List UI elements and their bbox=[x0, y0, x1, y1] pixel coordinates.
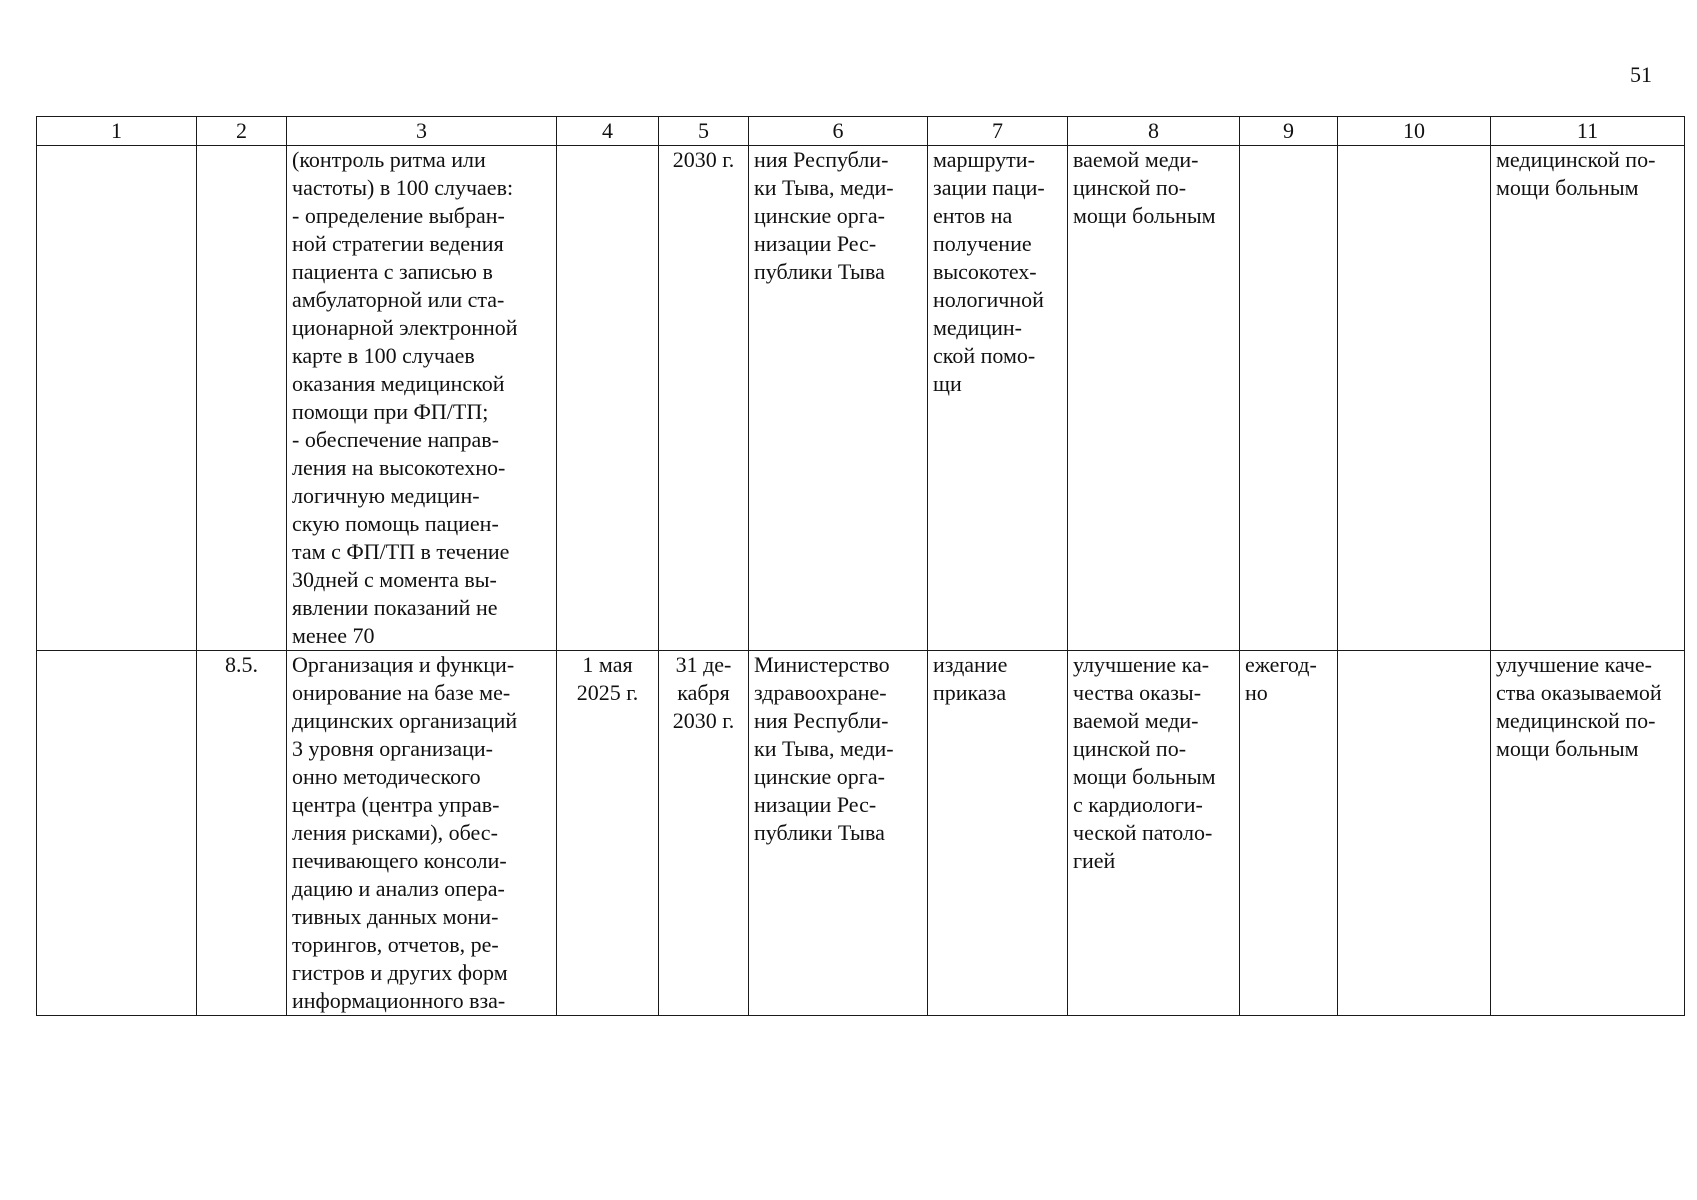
column-header: 5 bbox=[659, 117, 749, 146]
table-cell bbox=[37, 146, 197, 651]
column-header: 10 bbox=[1338, 117, 1491, 146]
table-row bbox=[37, 146, 1685, 651]
column-header: 7 bbox=[928, 117, 1068, 146]
result-cell: издание приказа bbox=[928, 651, 1068, 1016]
end-date-cell: 31 де- кабря 2030 г. bbox=[659, 651, 749, 1016]
frequency-cell: ежегод- но bbox=[1240, 651, 1338, 1016]
column-header: 8 bbox=[1068, 117, 1240, 146]
measure-description-cell: (контроль ритма или частоты) в 100 случаев: - определение выбран- ной стратегии ведения пациента с записью в амбулаторной или ста- ционарной электронной карте в 100 случаев оказания медицинской помощи при ФП/ТП; - обеспечение направ- ления на высокотехно- логичную медицин- скую помощь пациен- там с ФП/ТП в течение 30дней с момента вы- явлении показаний не менее 70 bbox=[287, 146, 557, 651]
column-header: 2 bbox=[197, 117, 287, 146]
start-date-cell: 1 мая 2025 г. bbox=[557, 651, 659, 1016]
table-cell bbox=[1338, 146, 1491, 651]
column-number-row bbox=[37, 117, 1685, 146]
column-header: 3 bbox=[287, 117, 557, 146]
page-number: 51 bbox=[1630, 62, 1652, 87]
start-date-cell bbox=[557, 146, 659, 651]
effect-cell: улучшение каче- ства оказываемой медицинской по- мощи больным bbox=[1491, 651, 1685, 1016]
column-header: 6 bbox=[749, 117, 928, 146]
column-header: 11 bbox=[1491, 117, 1685, 146]
column-header: 4 bbox=[557, 117, 659, 146]
table-row bbox=[37, 651, 1685, 1016]
column-header: 9 bbox=[1240, 117, 1338, 146]
end-date-cell: 2030 г. bbox=[659, 146, 749, 651]
indicator-cell: улучшение ка- чества оказы- ваемой меди- цинской по- мощи больным с кардиологи- ческой патоло- гией bbox=[1068, 651, 1240, 1016]
measure-description-cell: Организация и функци- онирование на базе ме- дицинских организаций 3 уровня организаци- онно методического центра (центра управ- ления рисками), обес- печивающего консоли- дацию и анализ опера- тивных данных мони- торингов, отчетов, ре- гистров и других форм информационного вза- bbox=[287, 651, 557, 1016]
column-header: 1 bbox=[37, 117, 197, 146]
action-plan-table bbox=[36, 116, 1685, 1016]
table-cell bbox=[37, 651, 197, 1016]
frequency-cell bbox=[1240, 146, 1338, 651]
effect-cell: медицинской по- мощи больным bbox=[1491, 146, 1685, 651]
table-cell bbox=[1338, 651, 1491, 1016]
item-number-cell: 8.5. bbox=[197, 651, 287, 1016]
result-cell: маршрути- зации паци- ентов на получение высокотех- нологичной медицин- ской помо- щи bbox=[928, 146, 1068, 651]
indicator-cell: ваемой меди- цинской по- мощи больным bbox=[1068, 146, 1240, 651]
responsible-cell: ния Республи- ки Тыва, меди- цинские орга- низации Рес- публики Тыва bbox=[749, 146, 928, 651]
item-number-cell bbox=[197, 146, 287, 651]
responsible-cell: Министерство здравоохране- ния Республи- ки Тыва, меди- цинские орга- низации Рес- публики Тыва bbox=[749, 651, 928, 1016]
